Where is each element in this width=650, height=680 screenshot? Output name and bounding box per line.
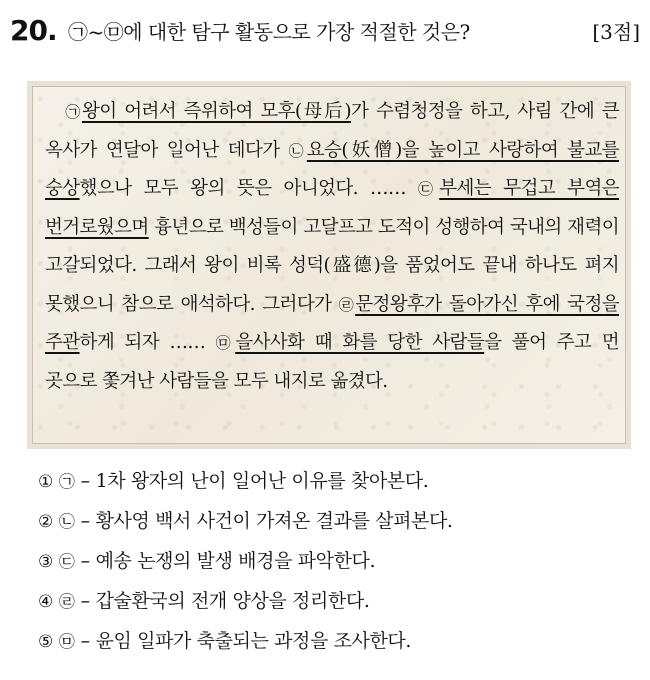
option-number: ④ (38, 592, 53, 612)
option-text: 황사영 백서 사건이 가져온 결과를 살펴본다. (95, 510, 453, 532)
passage-marker: ㉠ (65, 103, 83, 121)
question-stem: ㉠~㉤에 대한 탐구 활동으로 가장 적절한 것은? (68, 20, 470, 44)
passage-underlined-phrase: 을사사화 때 화를 당한 사람들 (235, 332, 485, 353)
passage-marker: ㉤ (215, 334, 236, 352)
option-number: ② (38, 512, 53, 532)
option-dash: – (80, 470, 90, 492)
answer-option-2[interactable] (38, 502, 638, 542)
passage-text-segment: 흉년으로 백성들이 고달프고 도적이 성행하여 국내의 재력이 고갈되었다. 그래서 왕이 비록 성덕(盛德)을 품었어도 끝내 하나도 펴지 못했으니 참으로 애석하다. 그러다가 (45, 216, 619, 315)
option-dash: – (80, 510, 90, 532)
passage-text-segment: 했으나 모두 왕의 뜻은 아니었다. …… (79, 178, 418, 199)
option-number: ① (38, 472, 53, 492)
passage-text-segment: 하게 되자 …… (79, 332, 216, 353)
passage-marker: ㉣ (338, 295, 356, 314)
answer-options (38, 462, 638, 662)
option-text: 갑술환국의 전개 양상을 정리한다. (95, 590, 370, 612)
passage-text-segment: 가 수렴청정을 하고, 사림 간에 큰 옥사가 연달아 일어난 데다가 (45, 101, 620, 161)
option-number: ③ (38, 552, 53, 572)
passage-text-segment: 을 풀어 주고 먼 곳으로 쫓겨난 사람들을 모두 내지로 옮겼다. (45, 332, 619, 392)
question-points: [3점] (592, 20, 640, 44)
passage-marker: ㉡ (288, 141, 307, 160)
option-marker: ㉤ (58, 632, 75, 651)
option-dash: – (80, 590, 90, 612)
passage-underlined-phrase: 문정왕후가 돌아가신 후에 국정을 주관 (45, 293, 620, 353)
answer-option-3[interactable] (38, 542, 638, 582)
option-marker: ㉢ (58, 552, 75, 571)
answer-option-4[interactable] (38, 582, 638, 622)
passage-underlined-phrase: 왕이 어려서 즉위하여 모후(母后) (82, 101, 352, 122)
answer-option-5[interactable] (38, 622, 638, 662)
question-header (10, 12, 640, 52)
option-marker: ㉠ (58, 472, 75, 491)
passage-underlined-phrase: 부세는 무겁고 부역은 번거로웠으며 (45, 178, 619, 238)
source-passage-text (45, 93, 619, 401)
option-marker: ㉡ (58, 512, 75, 531)
option-text: 윤임 일파가 축출되는 과정을 조사한다. (95, 630, 412, 652)
option-text: 예송 논쟁의 발생 배경을 파악한다. (95, 550, 376, 572)
source-passage-box (32, 86, 626, 444)
option-text: 1차 왕자의 난이 일어난 이유를 찾아본다. (95, 470, 429, 492)
passage-underlined-phrase: 요승(妖僧)을 높이고 사랑하여 불교를 숭상 (45, 139, 619, 199)
option-marker: ㉣ (58, 592, 75, 611)
passage-marker: ㉢ (418, 180, 440, 198)
answer-option-1[interactable] (38, 462, 638, 502)
option-dash: – (80, 630, 90, 652)
option-dash: – (80, 550, 90, 572)
question-number: 20. (10, 14, 57, 47)
passage-text-segment (45, 101, 65, 122)
option-number: ⑤ (38, 632, 53, 652)
